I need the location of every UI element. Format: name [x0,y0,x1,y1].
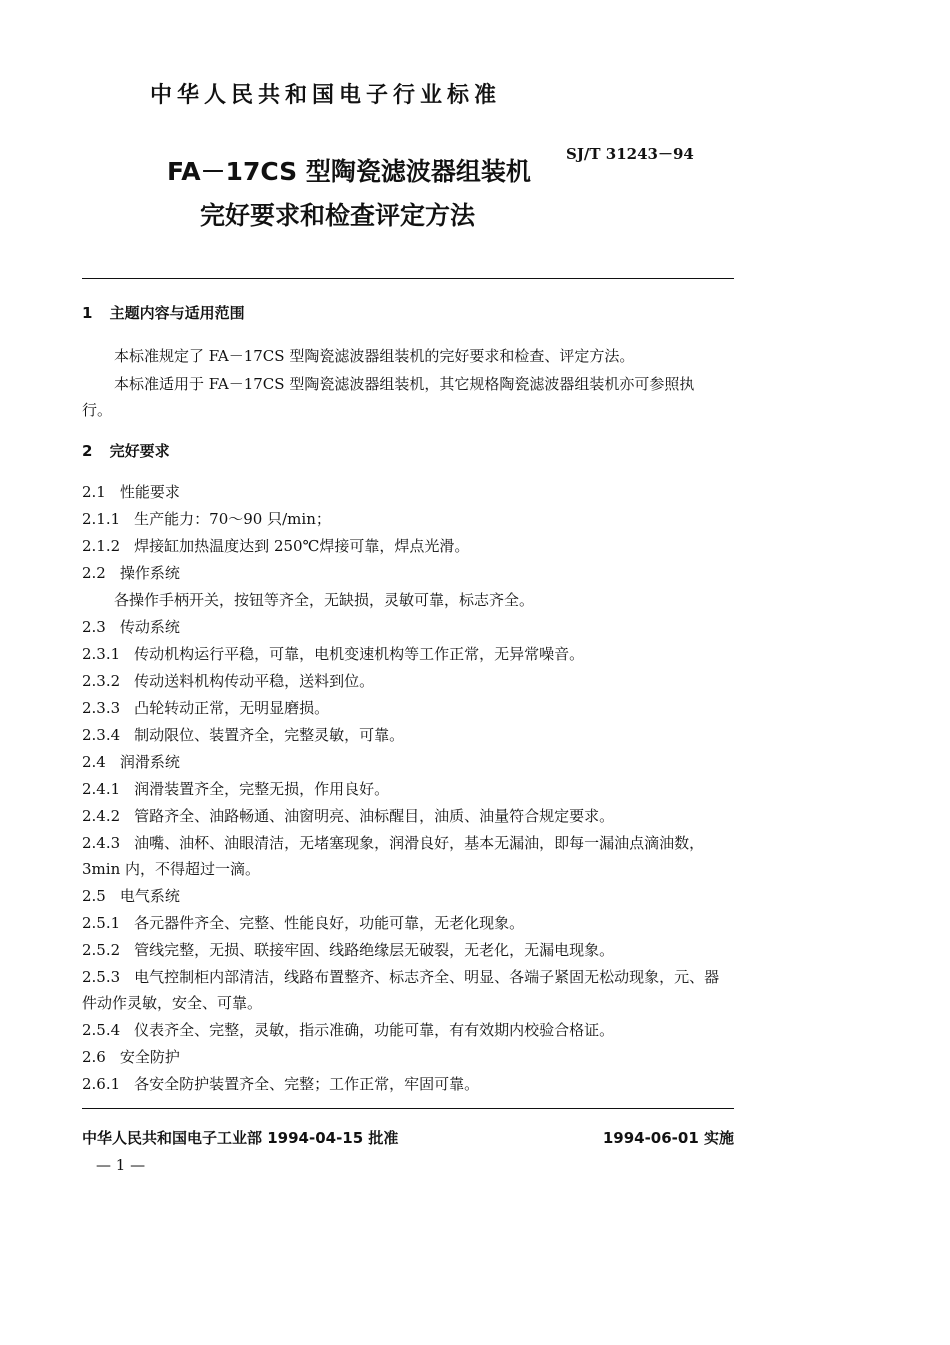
clause-2-1-2: 2.1.2 焊接缸加热温度达到 250℃焊接可靠，焊点光滑。 [82,537,470,555]
section-title: 主题内容与适用范围 [109,304,245,322]
section-1-heading [82,302,245,323]
clause-2-3-4: 2.3.4 制动限位、装置齐全，完整灵敏，可靠。 [82,726,405,744]
clause-2-5-3: 2.5.3 电气控制柜内部清洁，线路布置整齐、标志齐全、明显、各端子紧固无松动现象，元、器 [82,968,720,986]
top-divider [82,278,734,279]
publisher-header: 中华人民共和国电子行业标准 [150,83,502,108]
page-number: — 1 — [96,1156,146,1174]
clause-2-3-3: 2.3.3 凸轮转动正常，无明显磨损。 [82,699,330,717]
clause-2-3-1: 2.3.1 传动机构运行平稳，可靠，电机变速机构等工作正常，无异常噪音。 [82,645,585,663]
document-title-line-1: FA－17CS 型陶瓷滤波器组装机 [167,157,531,186]
clause-2-5-1: 2.5.1 各元器件齐全、完整、性能良好，功能可靠，无老化现象。 [82,914,525,932]
clause-2-1: 2.1 性能要求 [82,483,180,501]
document-title-line-2: 完好要求和检查评定方法 [200,201,476,230]
clause-2-4-3-continuation: 3min 内，不得超过一滴。 [82,860,260,878]
standard-code: SJ/T 31243－94 [566,145,694,163]
clause-2-4-2: 2.4.2 管路齐全、油路畅通、油窗明亮、油标醒目，油质、油量符合规定要求。 [82,807,615,825]
clause-2-4-1: 2.4.1 润滑装置齐全，完整无损，作用良好。 [82,780,390,798]
paragraph: 本标准规定了 FA－17CS 型陶瓷滤波器组装机的完好要求和检查、评定方法。 [114,347,635,365]
clause-2-6: 2.6 安全防护 [82,1048,180,1066]
section-number: 2 [82,442,93,460]
approval-line: 中华人民共和国电子工业部 1994-04-15 批准 [82,1129,399,1147]
clause-2-5: 2.5 电气系统 [82,887,180,905]
clause-2-4-3: 2.4.3 油嘴、油杯、油眼清洁，无堵塞现象，润滑良好，基本无漏油，即每一漏油点滴油数， [82,834,705,852]
section-title: 完好要求 [109,442,170,460]
clause-2-1-1: 2.1.1 生产能力：70～90 只/min； [82,510,331,528]
clause-2-6-1: 2.6.1 各安全防护装置齐全、完整；工作正常，牢固可靠。 [82,1075,480,1093]
clause-2-2-body: 各操作手柄开关，按钮等齐全，无缺损，灵敏可靠，标志齐全。 [114,591,535,609]
footer-divider [82,1108,734,1109]
paragraph: 本标准适用于 FA－17CS 型陶瓷滤波器组装机，其它规格陶瓷滤波器组装机亦可参照执 [114,375,695,393]
clause-2-3: 2.3 传动系统 [82,618,180,636]
clause-2-3-2: 2.3.2 传动送料机构传动平稳，送料到位。 [82,672,375,690]
clause-2-5-3-continuation: 件动作灵敏，安全、可靠。 [82,994,263,1012]
section-2-heading [82,440,170,461]
section-number: 1 [82,304,93,322]
clause-2-5-2: 2.5.2 管线完整，无损、联接牢固、线路绝缘层无破裂，无老化，无漏电现象。 [82,941,615,959]
clause-2-4: 2.4 润滑系统 [82,753,180,771]
clause-2-2: 2.2 操作系统 [82,564,180,582]
clause-2-5-4: 2.5.4 仪表齐全、完整，灵敏，指示准确，功能可靠，有有效期内校验合格证。 [82,1021,615,1039]
paragraph-continuation: 行。 [82,401,113,419]
effective-date: 1994-06-01 实施 [602,1129,734,1147]
